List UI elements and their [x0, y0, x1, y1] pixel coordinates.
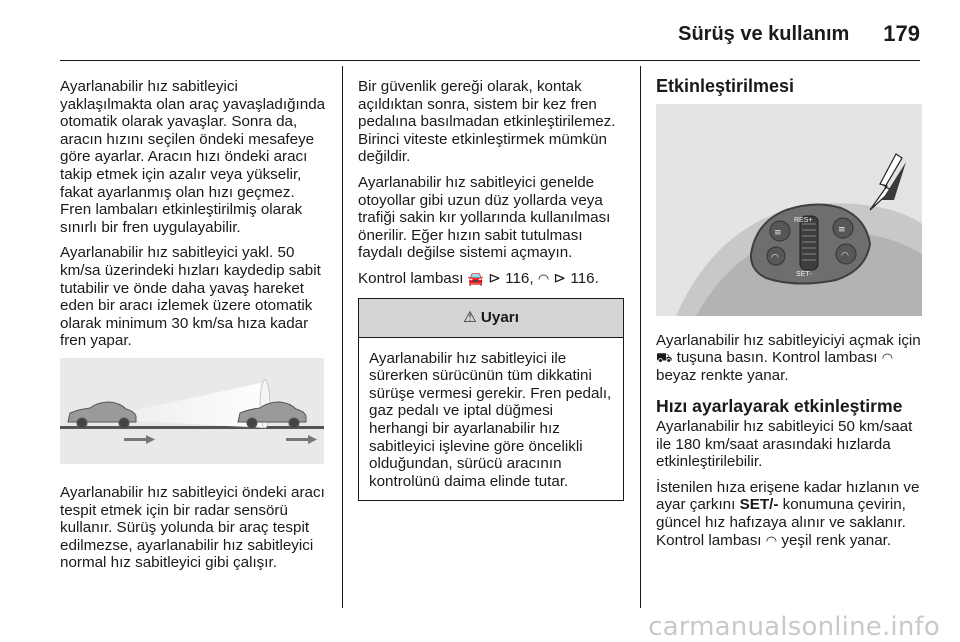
- page-ref-icon: ⊳: [488, 269, 501, 287]
- svg-text:≡: ≡: [774, 227, 782, 238]
- paragraph: Ayarlanabilir hız sabitleyici genelde otoyollar gibi uzun düz yollarda veya trafiği sakin kır yollarında kullanılması önerilir. Eğer hızın sabit tutulması faydalı değilse sistemi açmayın.: [358, 173, 611, 262]
- page-reference: 116.: [570, 269, 599, 287]
- column-divider-2: [640, 66, 641, 608]
- section-title: Sürüş ve kullanım: [678, 22, 850, 45]
- control-lamp-reference: [358, 270, 626, 288]
- activation-paragraph: [656, 332, 922, 385]
- steering-wheel-controls-illustration: [656, 104, 922, 316]
- paragraph: Bir güvenlik gereği olarak, kontak açıldıktan sonra, sistem bir kez fren pedalına basılmadan etkinleştirilemez. Birinci viteste etkinleştirmek mümkün değildir.: [358, 78, 616, 166]
- page-header: [60, 14, 920, 54]
- column-3: [656, 78, 922, 557]
- speedometer-icon: ◠: [537, 270, 550, 286]
- column-1: [60, 78, 326, 580]
- radar-follow-illustration: [60, 358, 324, 464]
- svg-text:◠: ◠: [771, 252, 779, 263]
- warning-body: [359, 338, 623, 501]
- page-ref-icon: ⊳: [553, 269, 567, 287]
- res-label: RES+: [794, 216, 813, 224]
- text-run: İstenilen hıza erişene kadar hızlanın ve ayar çarkını: [656, 478, 920, 514]
- text-run: yeşil renk yanar.: [781, 531, 892, 549]
- car-behind-icon: [68, 402, 136, 428]
- text-run: tuşuna basın. Kontrol lambası: [676, 349, 878, 367]
- section-heading: Etkinleştirilmesi: [656, 76, 795, 96]
- paragraph: Ayarlanabilir hız sabitleyici 50 km/saat ile 180 km/saat arasındaki hızlarda etkinleştirilebilir.: [656, 417, 913, 471]
- warning-text: Ayarlanabilir hız sabitleyici ile sürerken sürücünün tüm dikkatini sürüşe vermesi gerekir. Fren pedalı, gaz pedalı ve iptal düğmesi herhangi bir ayarlanabilir hız sabitleyici işlevine göre öncelikli olduğundan, sürücü aracının kontrolünü daima elinde tutar.: [369, 349, 612, 490]
- page-number: 179: [883, 21, 920, 46]
- page-reference: 116,: [505, 269, 534, 287]
- warning-triangle-icon: ⚠: [463, 308, 477, 326]
- svg-text:◠: ◠: [841, 250, 849, 261]
- warning-header: [359, 299, 623, 338]
- warning-box: [358, 298, 624, 502]
- set-minus-label: SET/-: [739, 496, 779, 514]
- cruise-button-icon: ⛟: [656, 350, 673, 366]
- subsection-heading: Hızı ayarlayarak etkinleştirme: [656, 396, 903, 417]
- warning-title: Uyarı: [480, 308, 519, 326]
- svg-text:≡: ≡: [838, 224, 846, 235]
- paragraph: Ayarlanabilir hız sabitleyici yakl. 50 km/sa üzerindeki hızları kaydedip sabit tutabilir ve önde daha yavaş hareket eden bir aracı izlemek üzere otomatik olarak minimum 30 km/sa hıza kadar fren yapar.: [60, 244, 321, 350]
- arrow-right-icon: [124, 435, 155, 444]
- text-run: konumuna çevirin, güncel hız hafızaya alınır ve saklanır. Kontrol lambası: [656, 496, 906, 549]
- watermark: carmanualsonline.info: [648, 612, 940, 642]
- reference-label: Kontrol lambası: [358, 269, 464, 287]
- column-2: [358, 78, 626, 501]
- text-run: beyaz renkte yanar.: [656, 366, 789, 384]
- speedometer-icon: ◠: [765, 532, 778, 548]
- cruise-car-icon: 🚘: [467, 270, 484, 286]
- paragraph: Ayarlanabilir hız sabitleyici öndeki aracı tespit etmek için bir radar sensörü kullanır. Sürüş yolunda bir araç tespit edilmezse, ayarlanabilir hız sabitleyici normal hız sabitleyici gibi çalışır.: [60, 483, 325, 572]
- text-run: Ayarlanabilir hız sabitleyiciyi açmak için: [656, 331, 921, 349]
- paragraph: Ayarlanabilir hız sabitleyici yaklaşılmakta olan araç yavaşladığında otomatik olarak yavaşlar. Sonra da, aracın hızını seçilen öndeki mesafeye göre ayarlar. Aracın hızı öndeki aracı takip etmek için azalır veya yükselir, fakat ayarlanmış olan hızı geçmez. Fren lambaları etkinleştirilmiş olarak sınırlı bir fren uygulayabilir.: [60, 78, 326, 236]
- set-speed-paragraph: [656, 479, 922, 549]
- speedometer-icon: ◠: [881, 350, 894, 366]
- column-divider-1: [342, 66, 343, 608]
- set-label: SET-: [796, 270, 812, 278]
- arrow-right-icon: [286, 435, 317, 444]
- header-rule: [60, 60, 920, 61]
